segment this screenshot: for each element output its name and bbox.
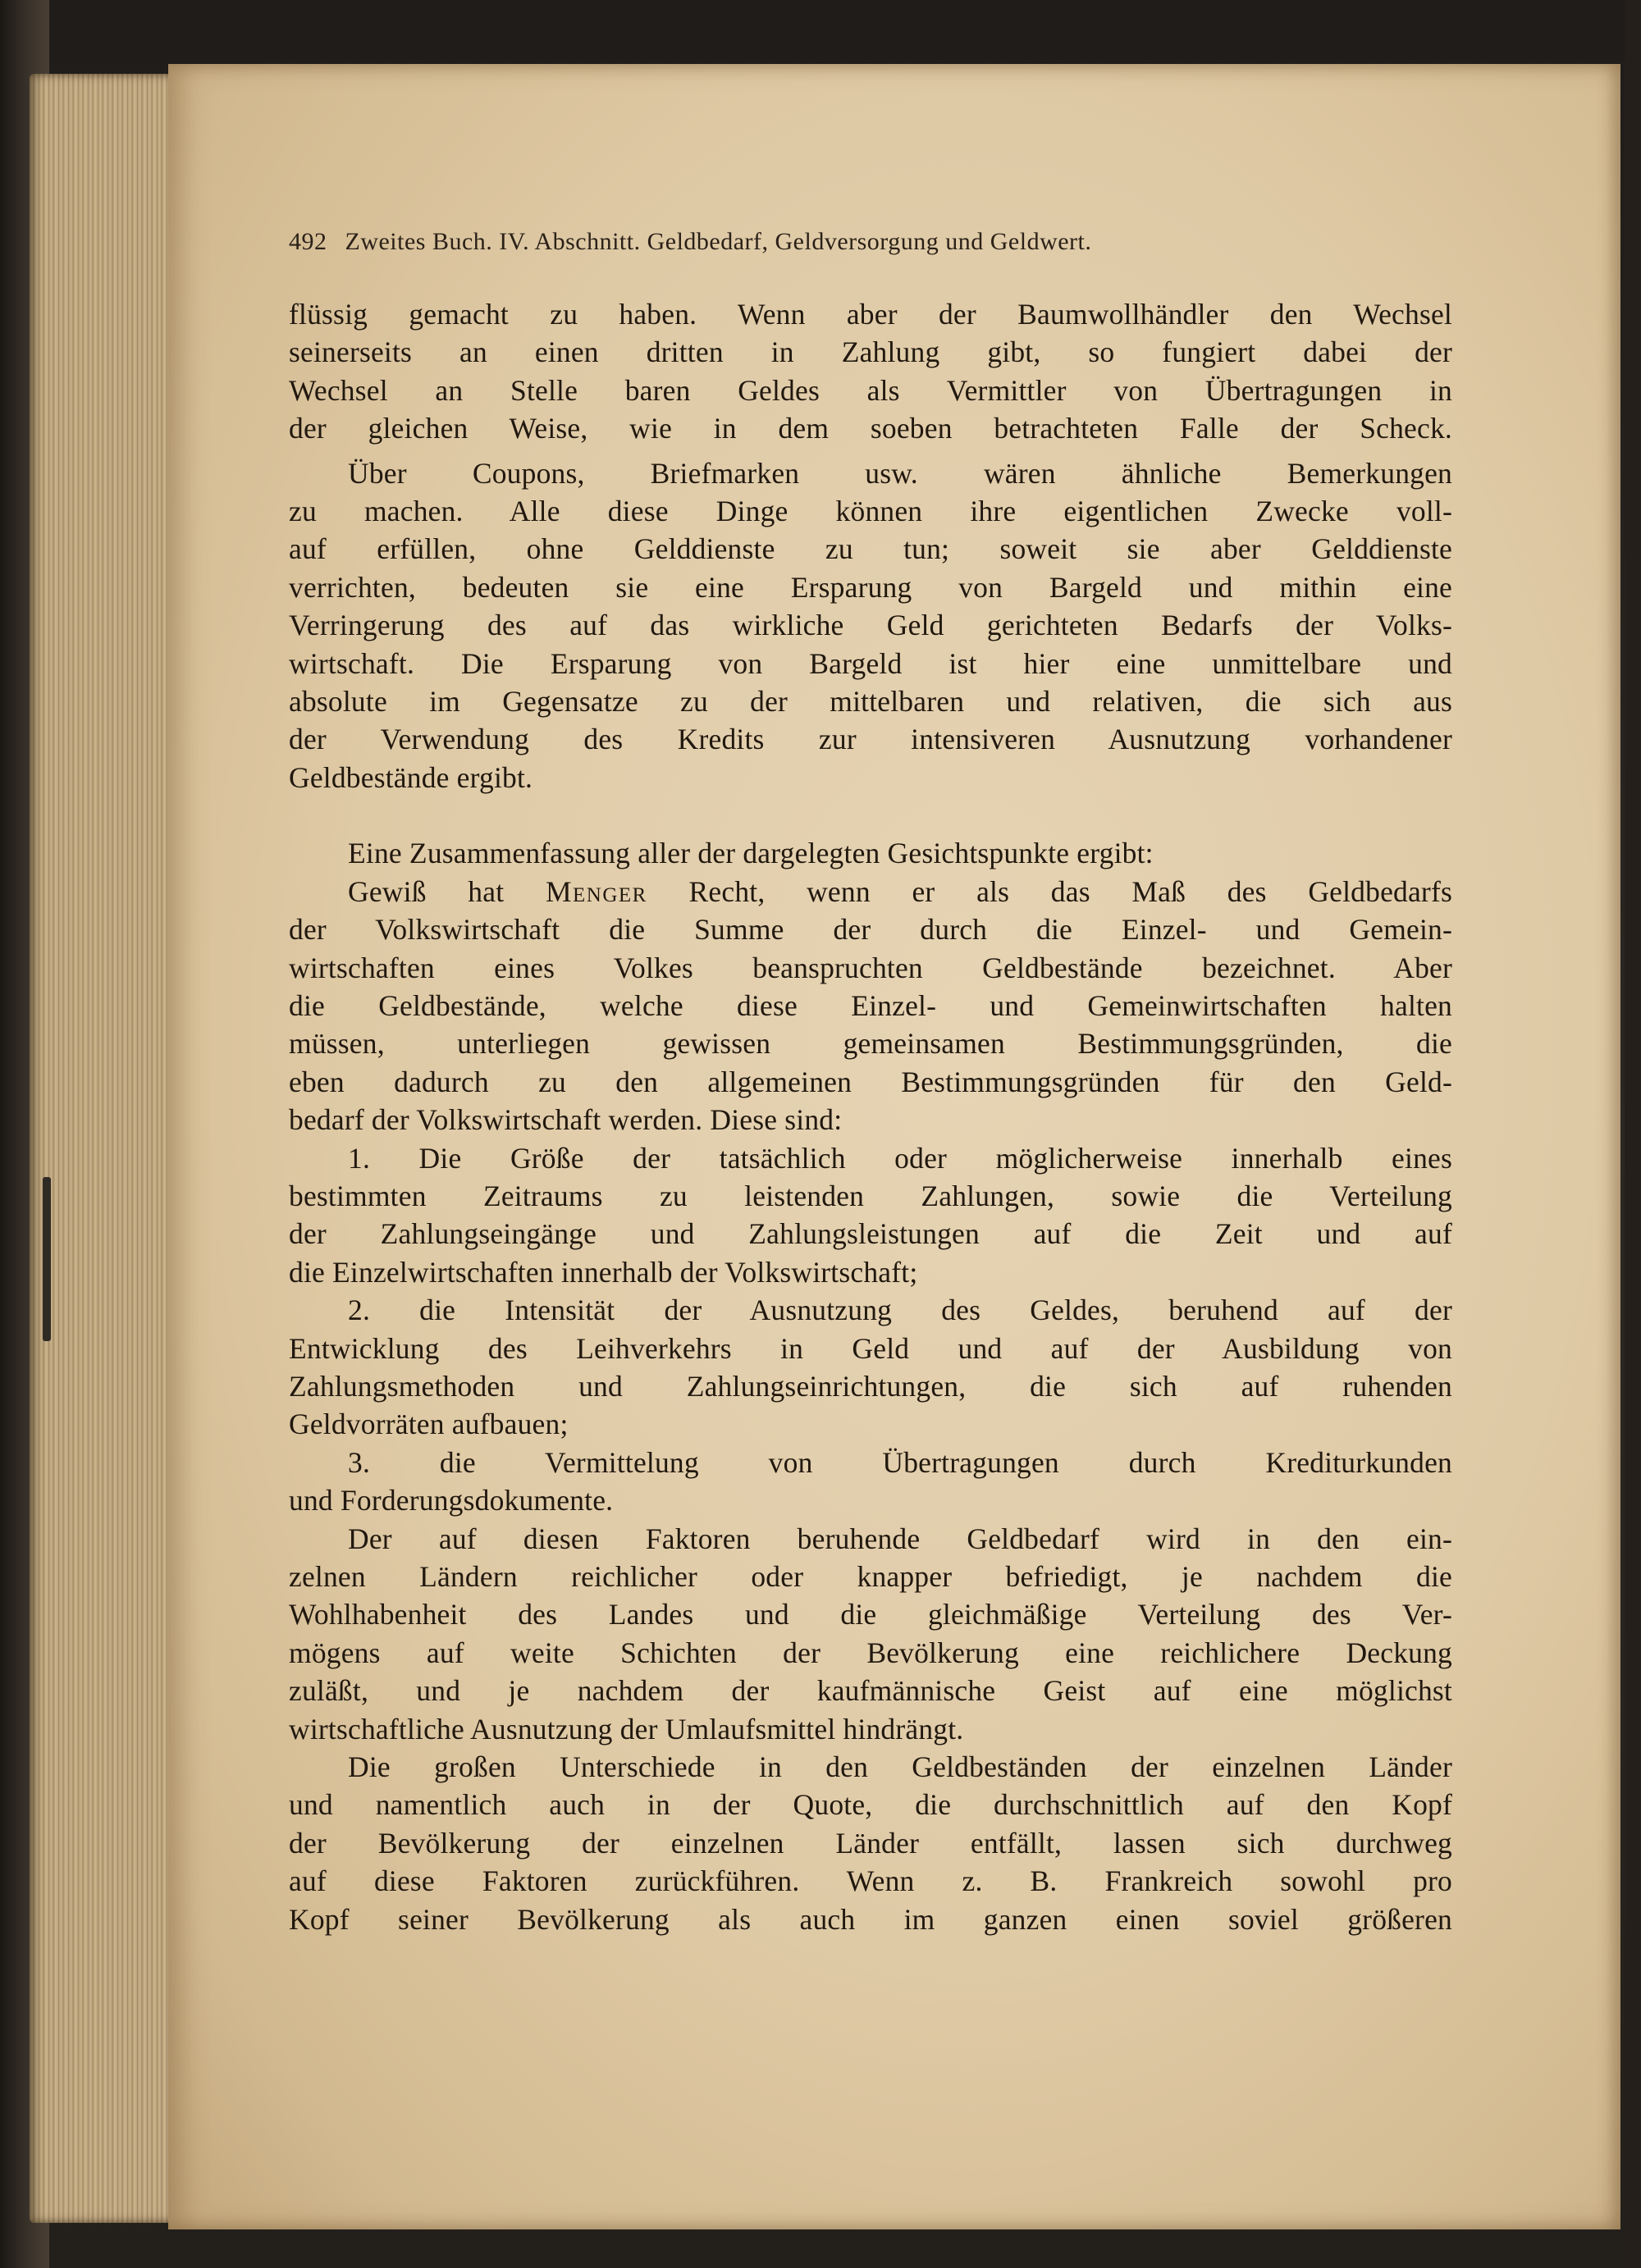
- page-stack-edges: [30, 74, 185, 2223]
- text-line: zuläßt, und je nachdem der kaufmännische Geist auf eine möglichst: [289, 1674, 1452, 1708]
- paragraph: [289, 1748, 1452, 1938]
- text-line: eben dadurch zu den allgemeinen Bestimmungsgründen für den Geld-: [289, 1065, 1452, 1098]
- text-line: und Forderungsdokumente.: [289, 1484, 614, 1517]
- body-text: [289, 295, 1452, 1938]
- running-header: [289, 228, 1396, 256]
- paragraph: [289, 834, 1452, 872]
- text-line: der Verwendung des Kredits zur intensiveren Ausnutzung vorhandener: [289, 723, 1452, 756]
- text-line: der Bevölkerung der einzelnen Länder entfällt, lassen sich durchweg: [289, 1826, 1452, 1860]
- list-item: [289, 1291, 1452, 1444]
- author-name: Menger: [545, 874, 647, 908]
- paragraph: [289, 873, 1452, 1139]
- text-line: und namentlich auch in der Quote, die durchschnittlich auf den Kopf: [289, 1788, 1452, 1822]
- text-line: müssen, unterliegen gewissen gemeinsamen Bestimmungsgründen, die: [289, 1027, 1452, 1061]
- text-line: wirtschaftliche Ausnutzung der Umlaufsmittel hindrängt.: [289, 1712, 964, 1745]
- text-line: wirtschaften eines Volkes beanspruchten Geldbestände bezeichnet. Aber: [289, 951, 1452, 984]
- paragraph: [289, 1520, 1452, 1748]
- text-line: mögens auf weite Schichten der Bevölkerung eine reichlichere Deckung: [289, 1636, 1452, 1669]
- text-line: Die großen Unterschiede in den Geldbeständen der einzelnen Länder: [348, 1750, 1452, 1784]
- text-line: seinerseits an einen dritten in Zahlung gibt, so fungiert dabei der: [289, 335, 1452, 369]
- text-line: [289, 873, 1452, 910]
- text-line: Wechsel an Stelle baren Geldes als Vermittler von Übertragungen in: [289, 373, 1452, 407]
- text-line: die Geldbestände, welche diese Einzel- und Gemeinwirtschaften halten: [289, 988, 1452, 1022]
- text-line: flüssig gemacht zu haben. Wenn aber der Baumwollhändler den Wechsel: [289, 298, 1452, 331]
- page-number: 492: [289, 228, 327, 255]
- text-line: Kopf seiner Bevölkerung als auch im ganzen einen soviel größeren: [289, 1902, 1452, 1936]
- text-span: Gewiß hat: [348, 874, 505, 908]
- running-title: Zweites Buch. IV. Abschnitt. Geldbedarf, Geldversorgung und Geldwert.: [345, 228, 1092, 255]
- text-line: Über Coupons, Briefmarken usw. wären ähnliche Bemerkungen: [348, 456, 1452, 490]
- text-line: bestimmten Zeitraums zu leistenden Zahlungen, sowie die Verteilung: [289, 1179, 1452, 1212]
- text-line: der gleichen Weise, wie in dem soeben betrachteten Falle der Scheck.: [289, 412, 1452, 445]
- text-line: Der auf diesen Faktoren beruhende Geldbedarf wird in den ein-: [348, 1522, 1452, 1555]
- text-line: 3. die Vermittelung von Übertragungen durch Krediturkunden: [348, 1445, 1452, 1479]
- text-line: zelnen Ländern reichlicher oder knapper befriedigt, je nachdem die: [289, 1560, 1452, 1593]
- text-line: 2. die Intensität der Ausnutzung des Geldes, beruhend auf der: [348, 1294, 1452, 1327]
- paragraph: [289, 454, 1452, 797]
- text-line: der Zahlungseingänge und Zahlungsleistungen auf die Zeit und auf: [289, 1217, 1452, 1251]
- list-item: [289, 1139, 1452, 1292]
- text-line: Eine Zusammenfassung aller der dargelegten Gesichtspunkte ergibt:: [348, 837, 1154, 870]
- text-line: Verringerung des auf das wirkliche Geld gerichteten Bedarfs der Volks-: [289, 609, 1452, 642]
- text-line: auf erfüllen, ohne Gelddienste zu tun; soweit sie aber Gelddienste: [289, 532, 1452, 566]
- book-cover-edge-right: [1625, 0, 1641, 2268]
- text-line: Geldvorräten aufbauen;: [289, 1408, 569, 1441]
- text-line: Zahlungsmethoden und Zahlungseinrichtungen, die sich auf ruhenden: [289, 1369, 1452, 1403]
- text-line: zu machen. Alle diese Dinge können ihre eigentlichen Zwecke voll-: [289, 495, 1452, 528]
- text-line: der Volkswirtschaft die Summe der durch die Einzel- und Gemein-: [289, 913, 1452, 947]
- text-line: die Einzelwirtschaften innerhalb der Volkswirtschaft;: [289, 1255, 918, 1289]
- list-item: [289, 1444, 1452, 1520]
- text-line: verrichten, bedeuten sie eine Ersparung von Bargeld und mithin eine: [289, 570, 1452, 604]
- text-line: auf diese Faktoren zurückführen. Wenn z. B. Frankreich sowohl pro: [289, 1864, 1452, 1898]
- text-line: Entwicklung des Leihverkehrs in Geld und auf der Ausbildung von: [289, 1331, 1452, 1365]
- page-stack-mark: [43, 1177, 51, 1341]
- text-line: Geldbestände ergibt.: [289, 760, 533, 794]
- text-line: 1. Die Größe der tatsächlich oder möglicherweise innerhalb eines: [348, 1141, 1452, 1175]
- text-span: Recht, wenn er als das Maß des Geldbedarfs: [688, 874, 1452, 908]
- text-line: wirtschaft. Die Ersparung von Bargeld ist hier eine unmittelbare und: [289, 646, 1452, 680]
- paragraph: [289, 295, 1452, 448]
- text-line: absolute im Gegensatze zu der mittelbaren und relativen, die sich aus: [289, 685, 1452, 719]
- text-line: bedarf der Volkswirtschaft werden. Diese sind:: [289, 1103, 843, 1137]
- text-line: Wohlhabenheit des Landes und die gleichmäßige Verteilung des Ver-: [289, 1598, 1452, 1631]
